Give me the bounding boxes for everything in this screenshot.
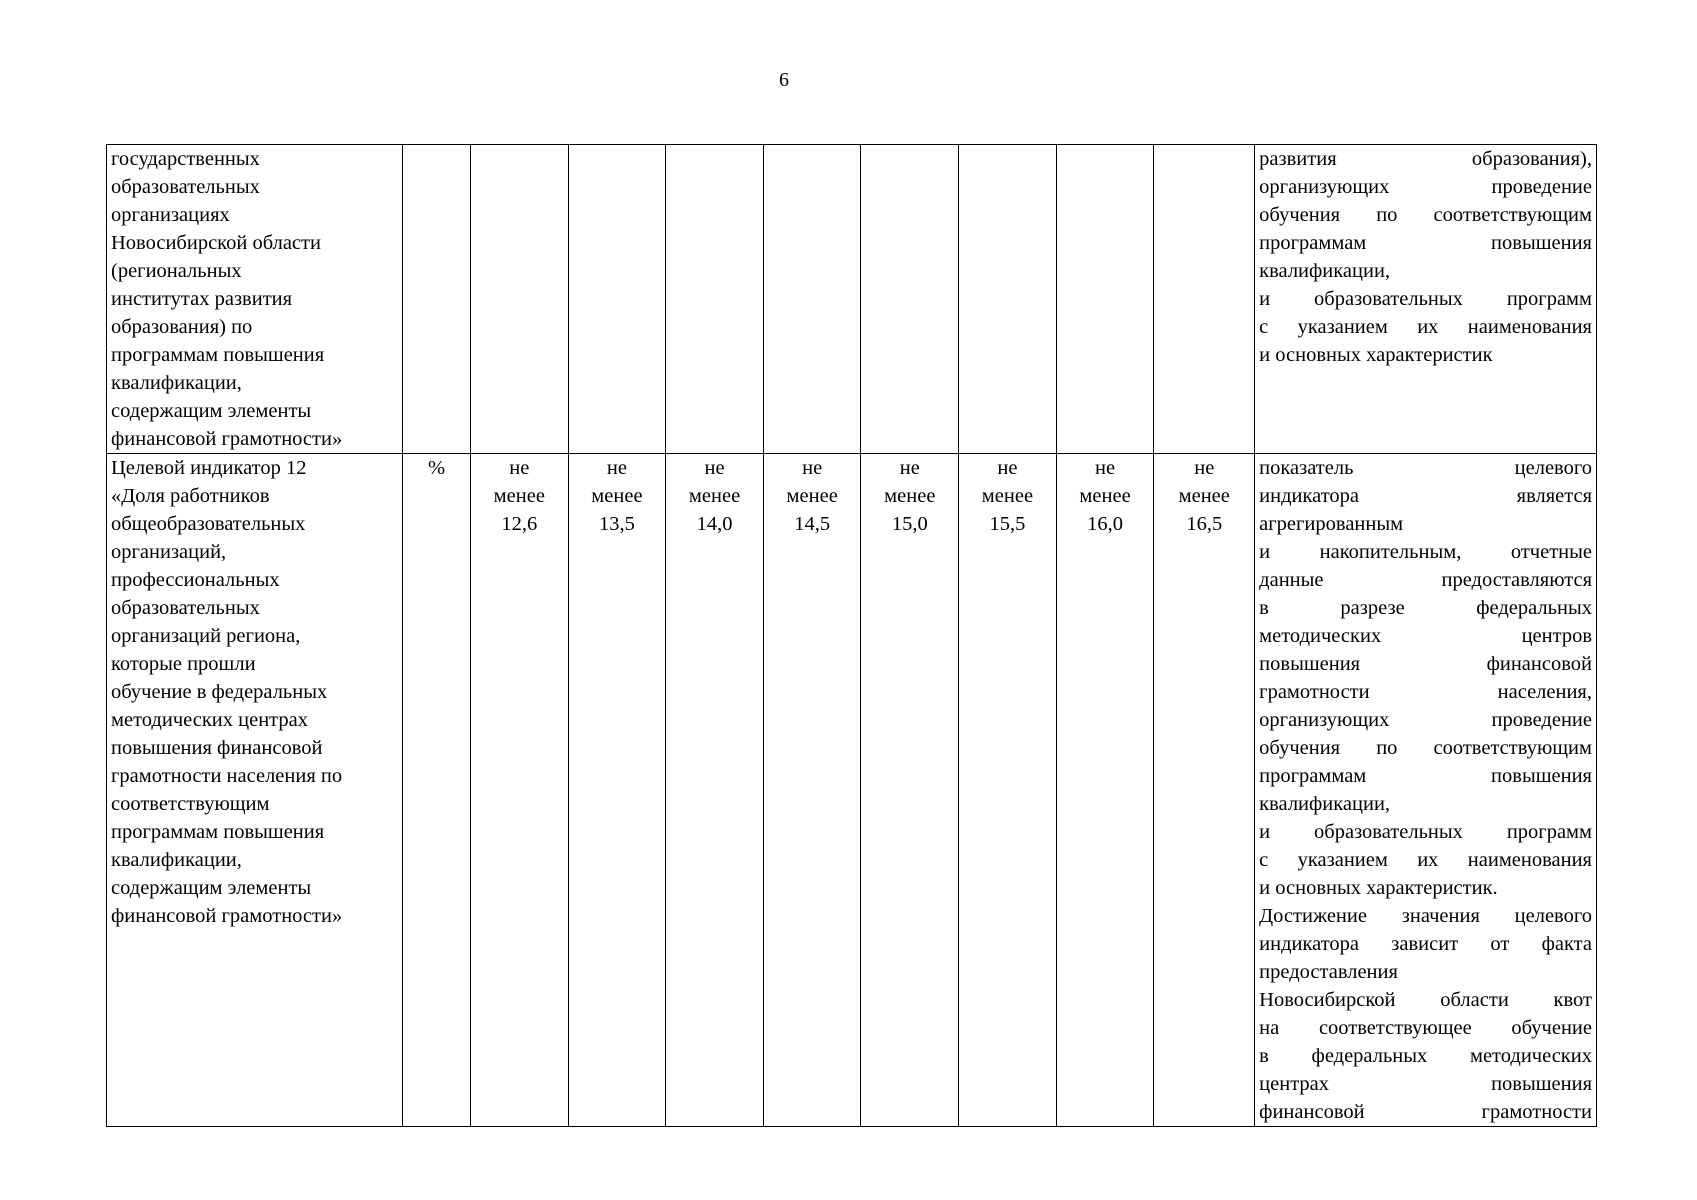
note-line: показатель целевого (1259, 457, 1592, 479)
name-line: образовательных (111, 176, 260, 198)
note-line: данные предоставляются (1259, 569, 1592, 591)
value-number: 16,5 (1186, 513, 1223, 535)
value-prefix: не (606, 457, 627, 479)
value-prefix: не (1095, 457, 1116, 479)
note-line: и образовательных программ (1259, 288, 1592, 310)
name-line: квалификации, (111, 372, 242, 394)
value-number: 13,5 (598, 513, 635, 535)
note-cell (1255, 454, 1597, 1127)
value-cell (470, 454, 568, 1127)
name-line: организаций региона, (111, 625, 301, 647)
value-cell-empty (1154, 145, 1255, 454)
note-line: и основных характеристик. (1259, 877, 1498, 899)
note-line: с указанием их наименования (1259, 316, 1592, 338)
name-line: содержащим элементы (111, 877, 312, 899)
note-line: и образовательных программ (1259, 821, 1592, 843)
note-line: квалификации, (1259, 793, 1391, 815)
value-cell (1056, 454, 1154, 1127)
name-line: образования) по (111, 316, 253, 338)
value-cell (666, 454, 764, 1127)
name-line: финансовой грамотности» (111, 428, 343, 450)
note-line: организующих проведение (1259, 176, 1592, 198)
name-line: финансовой грамотности» (111, 905, 343, 927)
value-cell-empty (1056, 145, 1154, 454)
value-cell (1154, 454, 1255, 1127)
note-line: квалификации, (1259, 260, 1391, 282)
note-line: программам повышения (1259, 765, 1592, 787)
value-prefix: не (704, 457, 725, 479)
note-line: финансовой грамотности (1259, 1101, 1592, 1123)
note-cell (1255, 145, 1597, 454)
note-line: обучения по соответствующим (1259, 737, 1592, 759)
note-line: обучения по соответствующим (1259, 204, 1592, 226)
value-prefix: не (509, 457, 530, 479)
name-line: программам повышения (111, 821, 325, 843)
note-line: программам повышения (1259, 232, 1592, 254)
name-line: программам повышения (111, 344, 325, 366)
value-prefix: менее (786, 485, 838, 507)
unit-cell (403, 145, 471, 454)
value-number: 15,5 (989, 513, 1026, 535)
note-line: предоставления (1259, 961, 1398, 983)
note-line: в разрезе федеральных (1259, 597, 1592, 619)
note-line: организующих проведение (1259, 709, 1592, 731)
note-line: центрах повышения (1259, 1073, 1592, 1095)
name-line: содержащим элементы (111, 400, 312, 422)
note-line: с указанием их наименования (1259, 849, 1592, 871)
name-line: организаций, (111, 541, 227, 563)
note-line: развития образования), (1259, 148, 1592, 170)
value-prefix: менее (493, 485, 545, 507)
name-line: общеобразовательных (111, 513, 306, 535)
note-line: повышения финансовой (1259, 653, 1592, 675)
value-number: 14,0 (696, 513, 733, 535)
value-cell (763, 454, 861, 1127)
value-prefix: менее (981, 485, 1034, 507)
value-prefix: не (802, 457, 823, 479)
name-line: квалификации, (111, 849, 242, 871)
name-line: образовательных (111, 597, 260, 619)
name-line: соответствующим (111, 793, 270, 815)
name-line: Новосибирской области (111, 232, 321, 254)
note-line: и накопительным, отчетные (1259, 541, 1592, 563)
value-prefix: менее (884, 485, 936, 507)
name-line: Целевой индикатор 12 (111, 457, 307, 479)
value-prefix: менее (688, 485, 741, 507)
value-prefix: менее (1079, 485, 1131, 507)
name-line: государственных (111, 148, 260, 170)
note-line: и основных характеристик (1259, 344, 1493, 366)
name-line: институтах развития (111, 288, 293, 310)
value-prefix: не (899, 457, 920, 479)
note-line: грамотности населения, (1259, 681, 1592, 703)
unit-cell: % (403, 454, 471, 1127)
value-number: 16,0 (1087, 513, 1123, 535)
value-prefix: не (1194, 457, 1215, 479)
page-number: 6 (779, 69, 789, 91)
value-cell (959, 454, 1057, 1127)
name-line: организациях (111, 204, 230, 226)
value-cell-empty (568, 145, 666, 454)
note-line: агрегированным (1259, 513, 1404, 535)
name-line: профессиональных (111, 569, 280, 591)
value-number: 12,6 (501, 513, 538, 535)
value-cell-empty (959, 145, 1057, 454)
note-line: методических центров (1259, 625, 1592, 647)
name-line: методических центрах (111, 709, 308, 731)
indicator-name-cell (107, 145, 403, 454)
indicator-name-cell (107, 454, 403, 1127)
value-number: 15,0 (891, 513, 928, 535)
value-cell-empty (666, 145, 764, 454)
value-cell-empty (470, 145, 568, 454)
value-cell (861, 454, 959, 1127)
value-number: 14,5 (794, 513, 831, 535)
name-line: повышения финансовой (111, 737, 323, 759)
name-line: «Доля работников (111, 485, 270, 507)
value-cell-empty (763, 145, 861, 454)
value-prefix: менее (591, 485, 643, 507)
table-row (107, 145, 1597, 454)
indicator-table (106, 144, 1597, 1127)
name-line: которые прошли (111, 653, 256, 675)
value-prefix: не (997, 457, 1018, 479)
value-cell-empty (861, 145, 959, 454)
table-row (107, 454, 1597, 1127)
name-line: (региональных (111, 260, 242, 282)
note-line: индикатора является (1259, 485, 1592, 507)
value-prefix: менее (1178, 485, 1230, 507)
note-line: индикатора зависит от факта (1259, 933, 1592, 955)
name-line: обучение в федеральных (111, 681, 328, 703)
note-line: Достижение значения целевого (1259, 905, 1592, 927)
name-line: грамотности населения по (111, 765, 343, 787)
value-cell (568, 454, 666, 1127)
note-line: в федеральных методических (1259, 1045, 1592, 1067)
note-line: на соответствующее обучение (1259, 1017, 1592, 1039)
note-line: Новосибирской области квот (1259, 989, 1592, 1011)
